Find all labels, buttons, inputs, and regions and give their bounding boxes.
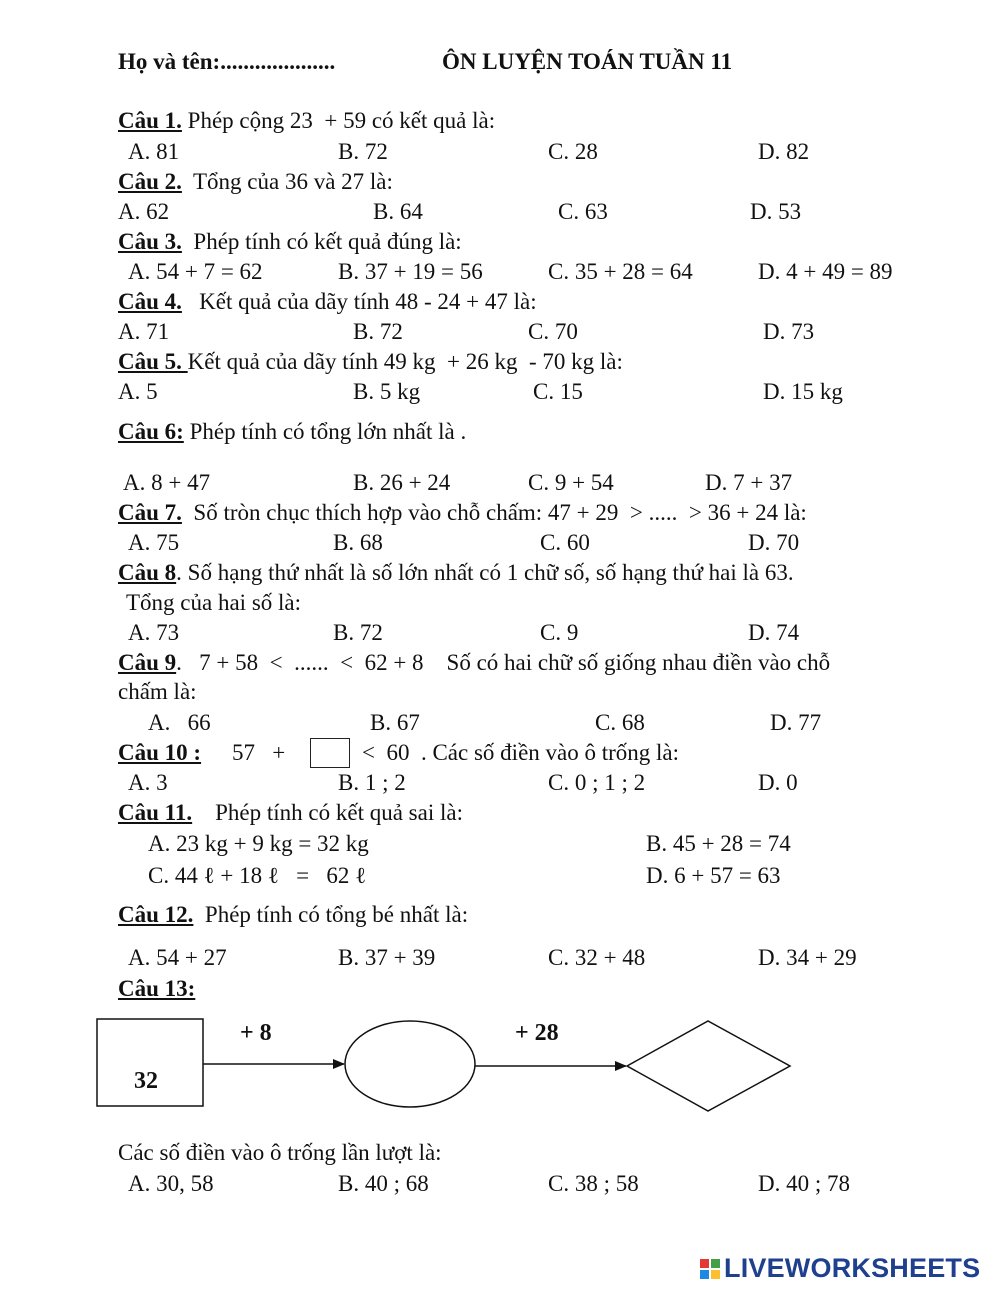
question-text-continued: < 60 . Các số điền vào ô trống là: bbox=[362, 740, 680, 765]
operation-1-label: + 8 bbox=[240, 1020, 272, 1046]
option-a[interactable]: A. 71 bbox=[118, 319, 170, 344]
question-label: Câu 11. bbox=[118, 800, 193, 825]
option-a[interactable]: A. 23 kg + 9 kg = 32 kg bbox=[148, 831, 369, 856]
option-a[interactable]: A. 5 bbox=[118, 379, 158, 404]
option-b[interactable]: B. 72 bbox=[333, 620, 383, 645]
question-6 bbox=[118, 418, 466, 446]
question-label: Câu 2. bbox=[118, 169, 182, 194]
option-d[interactable]: D. 4 + 49 = 89 bbox=[758, 259, 893, 284]
question-2 bbox=[118, 168, 393, 196]
option-a[interactable]: A. 54 + 27 bbox=[128, 945, 227, 970]
liveworksheets-logo bbox=[700, 1253, 980, 1284]
option-c[interactable]: C. 63 bbox=[558, 199, 608, 224]
option-b[interactable]: B. 72 bbox=[338, 139, 388, 164]
option-b[interactable]: B. 40 ; 68 bbox=[338, 1171, 429, 1196]
question-label: Câu 8 bbox=[118, 560, 177, 585]
option-c[interactable]: C. 9 bbox=[540, 620, 579, 645]
option-b[interactable]: B. 26 + 24 bbox=[353, 470, 451, 495]
option-c[interactable]: C. 60 bbox=[540, 530, 590, 555]
option-a[interactable]: A. 8 + 47 bbox=[123, 470, 211, 495]
option-d[interactable]: D. 82 bbox=[758, 139, 810, 164]
logo-icon bbox=[700, 1259, 720, 1279]
question-text: . Số hạng thứ nhất là số lớn nhất có 1 chữ số, số hạng thứ hai là 63. bbox=[176, 560, 794, 585]
option-b[interactable]: B. 45 + 28 = 74 bbox=[646, 831, 791, 856]
option-a[interactable]: A. 54 + 7 = 62 bbox=[128, 259, 263, 284]
option-a[interactable]: A. 81 bbox=[128, 139, 180, 164]
option-d[interactable]: D. 40 ; 78 bbox=[758, 1171, 850, 1196]
question-9 bbox=[118, 649, 830, 677]
question-1 bbox=[118, 107, 495, 135]
ellipse-blank[interactable] bbox=[345, 1021, 475, 1107]
worksheet-title: ÔN LUYỆN TOÁN TUẦN 11 bbox=[442, 49, 733, 74]
question-label: Câu 9 bbox=[118, 650, 177, 675]
question-text: Số tròn chục thích hợp vào chỗ chấm: 47 + 29 > ..... > 36 + 24 là: bbox=[181, 500, 807, 525]
brand-name: LIVEWORKSHEETS bbox=[724, 1253, 981, 1283]
question-label: Câu 6: bbox=[118, 419, 184, 444]
option-b[interactable]: B. 68 bbox=[333, 530, 383, 555]
option-a[interactable]: A. 73 bbox=[128, 620, 180, 645]
option-c[interactable]: C. 35 + 28 = 64 bbox=[548, 259, 693, 284]
option-d[interactable]: D. 15 kg bbox=[763, 379, 843, 404]
question-text: Phép tính có tổng lớn nhất là . bbox=[183, 419, 467, 444]
option-c[interactable]: C. 28 bbox=[548, 139, 598, 164]
option-a[interactable]: A. 3 bbox=[128, 770, 168, 795]
question-text: Phép tính có tổng bé nhất là: bbox=[193, 902, 469, 927]
answer-box[interactable] bbox=[310, 738, 350, 768]
option-d[interactable]: D. 6 + 57 = 63 bbox=[646, 863, 781, 888]
question-label: Câu 4. bbox=[118, 289, 182, 314]
option-a[interactable]: A. 75 bbox=[128, 530, 180, 555]
option-a[interactable]: A. 62 bbox=[118, 199, 170, 224]
question-8 bbox=[118, 559, 794, 587]
option-d[interactable]: D. 77 bbox=[770, 710, 822, 735]
option-c[interactable]: C. 32 + 48 bbox=[548, 945, 646, 970]
question-text: Kết quả của dãy tính 48 - 24 + 47 là: bbox=[181, 289, 537, 314]
option-d[interactable]: D. 0 bbox=[758, 770, 798, 795]
question-label: Câu 1. bbox=[118, 108, 182, 133]
question-label: Câu 3. bbox=[118, 229, 182, 254]
diamond-blank[interactable] bbox=[627, 1021, 790, 1111]
option-c[interactable]: C. 44 ℓ + 18 ℓ = 62 ℓ bbox=[148, 863, 367, 888]
option-d[interactable]: D. 73 bbox=[763, 319, 815, 344]
question-text: . 7 + 58 < ...... < 62 + 8 Số có hai chữ số giống nhau điền vào chỗ bbox=[176, 650, 831, 675]
question-text: Phép tính có kết quả đúng là: bbox=[181, 229, 462, 254]
question-label: Câu 10 : bbox=[118, 740, 202, 765]
option-b[interactable]: B. 37 + 39 bbox=[338, 945, 436, 970]
option-b[interactable]: B. 5 kg bbox=[353, 379, 421, 404]
question-text: Phép tính có kết quả sai là: bbox=[192, 800, 463, 825]
question-text: Phép cộng 23 + 59 có kết quả là: bbox=[181, 108, 496, 133]
start-value: 32 bbox=[134, 1068, 158, 1094]
question-12 bbox=[118, 901, 468, 929]
question-label: Câu 7. bbox=[118, 500, 182, 525]
option-b[interactable]: B. 72 bbox=[353, 319, 403, 344]
question-label: Câu 5. bbox=[118, 349, 188, 374]
option-b[interactable]: B. 1 ; 2 bbox=[338, 770, 406, 795]
question-text-continued: Tổng của hai số là: bbox=[126, 590, 302, 615]
option-c[interactable]: C. 68 bbox=[595, 710, 645, 735]
option-c[interactable]: C. 9 + 54 bbox=[528, 470, 614, 495]
question-11 bbox=[118, 799, 463, 827]
operation-2-label: + 28 bbox=[515, 1020, 559, 1046]
option-d[interactable]: D. 74 bbox=[748, 620, 800, 645]
question-7 bbox=[118, 499, 807, 527]
question-4 bbox=[118, 288, 537, 316]
option-a[interactable]: A. 66 bbox=[148, 710, 211, 735]
option-c[interactable]: C. 0 ; 1 ; 2 bbox=[548, 770, 646, 795]
name-field: Họ và tên:.................... bbox=[118, 49, 336, 74]
option-b[interactable]: B. 64 bbox=[373, 199, 423, 224]
option-b[interactable]: B. 67 bbox=[370, 710, 420, 735]
question-3 bbox=[118, 228, 462, 256]
question-text: Kết quả của dãy tính 49 kg + 26 kg - 70 kg là: bbox=[187, 349, 623, 374]
option-d[interactable]: D. 34 + 29 bbox=[758, 945, 857, 970]
option-c[interactable]: C. 15 bbox=[533, 379, 583, 404]
option-d[interactable]: D. 7 + 37 bbox=[705, 470, 793, 495]
question-label: Câu 12. bbox=[118, 902, 194, 927]
option-b[interactable]: B. 37 + 19 = 56 bbox=[338, 259, 483, 284]
option-c[interactable]: C. 38 ; 58 bbox=[548, 1171, 639, 1196]
option-c[interactable]: C. 70 bbox=[528, 319, 578, 344]
question-text: Tổng của 36 và 27 là: bbox=[181, 169, 393, 194]
question-5 bbox=[118, 348, 623, 376]
option-a[interactable]: A. 30, 58 bbox=[128, 1171, 214, 1196]
question-text: 57 + bbox=[232, 740, 286, 765]
option-d[interactable]: D. 70 bbox=[748, 530, 800, 555]
question-text: Các số điền vào ô trống lần lượt là: bbox=[118, 1140, 442, 1165]
question-label: Câu 13: bbox=[118, 976, 196, 1001]
option-d[interactable]: D. 53 bbox=[750, 199, 802, 224]
question-text-continued: chấm là: bbox=[118, 679, 197, 704]
flow-diagram bbox=[0, 1005, 1000, 1115]
